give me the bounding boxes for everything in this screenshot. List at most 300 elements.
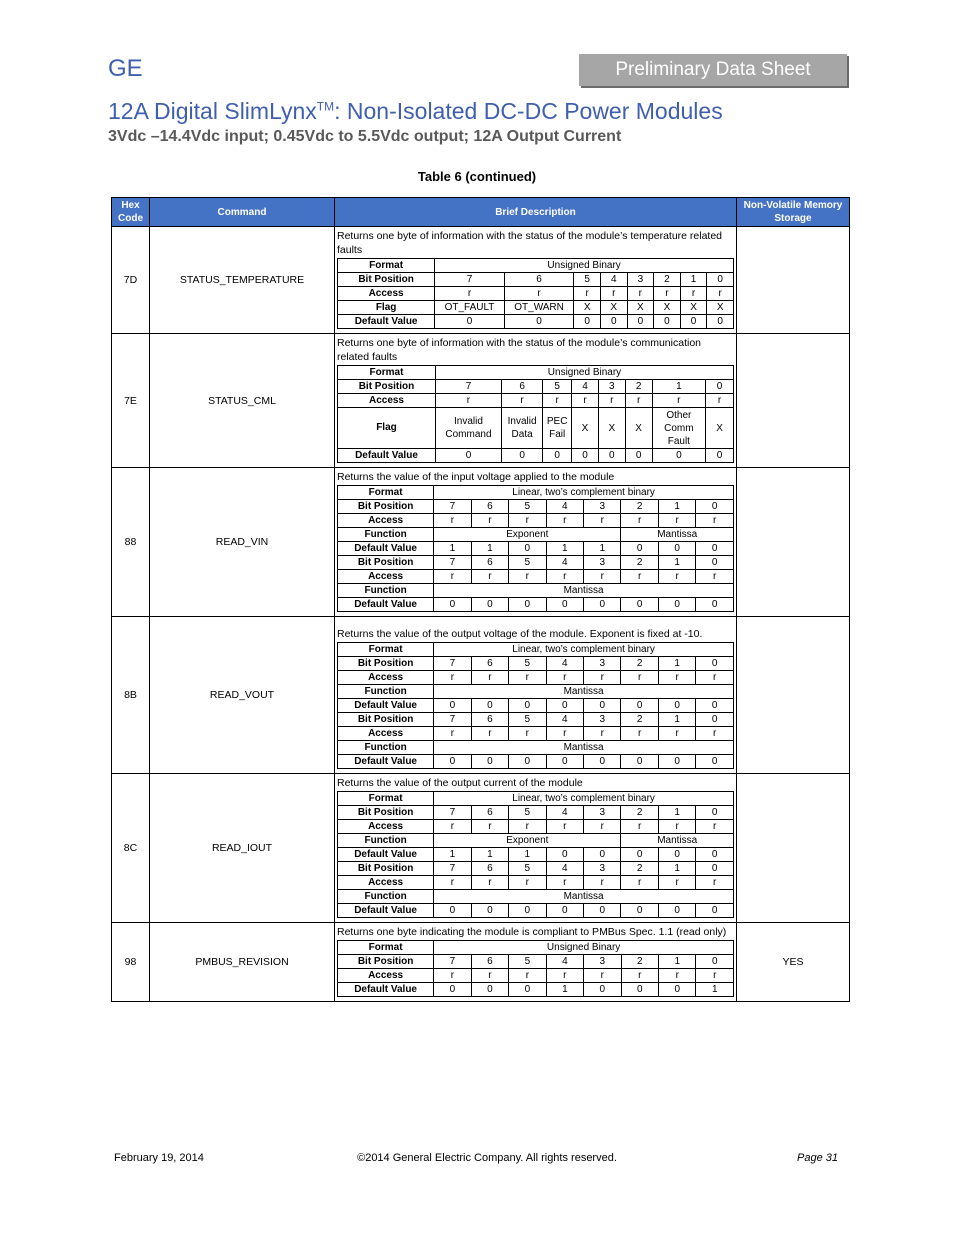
bit-value-cell: r <box>509 876 546 890</box>
description-text: Returns one byte of information with the status of the module’s communication related faults <box>337 337 701 363</box>
bit-value-cell: r <box>471 969 508 983</box>
field-label: Access <box>338 820 434 834</box>
bit-value-cell: 2 <box>625 380 652 394</box>
bit-value-cell: r <box>584 969 621 983</box>
bit-value-cell: 6 <box>471 862 508 876</box>
bit-field-row <box>338 848 734 862</box>
preliminary-banner: Preliminary Data Sheet <box>579 54 847 86</box>
bit-value-cell: 1 <box>658 556 695 570</box>
bit-value-cell: r <box>658 671 695 685</box>
bit-value-cell: r <box>584 876 621 890</box>
bit-field-table <box>337 642 734 769</box>
bit-value-cell: 0 <box>434 755 471 769</box>
field-label: Default Value <box>338 699 434 713</box>
bit-value-cell: OT_WARN <box>504 301 574 315</box>
bit-value-cell: 0 <box>654 315 681 329</box>
bit-value-cell: 0 <box>471 598 508 612</box>
bit-field-row <box>338 941 734 955</box>
bit-value-cell: 0 <box>696 500 734 514</box>
bit-value-cell: r <box>696 727 734 741</box>
bit-value-cell: 0 <box>696 713 734 727</box>
command-cell: READ_VOUT <box>150 617 335 774</box>
bit-value-cell: r <box>435 394 501 408</box>
bit-value-cell: 3 <box>598 380 625 394</box>
bit-value-cell: 0 <box>546 755 583 769</box>
bit-value-cell: 0 <box>509 755 546 769</box>
bit-value-cell: r <box>696 876 734 890</box>
bit-value-cell: r <box>434 820 471 834</box>
title-trademark: TM <box>316 99 335 114</box>
description-cell <box>335 468 737 617</box>
bit-value-cell: 0 <box>546 699 583 713</box>
bit-value-cell: 0 <box>509 598 546 612</box>
bit-value-cell: 0 <box>621 699 658 713</box>
bit-value-cell: Invalid Command <box>435 408 501 449</box>
field-label: Access <box>338 514 434 528</box>
bit-value-cell: 2 <box>654 273 681 287</box>
bit-value-cell: 1 <box>658 862 695 876</box>
bit-field-row <box>338 259 734 273</box>
bit-field-row <box>338 394 734 408</box>
hex-code-cell: 88 <box>112 468 150 617</box>
field-label: Function <box>338 528 434 542</box>
bit-value-cell: 0 <box>501 449 542 463</box>
bit-value-cell: 0 <box>434 983 471 997</box>
bit-value-cell: 0 <box>621 983 658 997</box>
bit-value-cell: 2 <box>621 556 658 570</box>
bit-value-cell: r <box>658 727 695 741</box>
bit-value-cell: r <box>658 570 695 584</box>
bit-value-cell: r <box>546 727 583 741</box>
bit-field-row <box>338 486 734 500</box>
field-label: Default Value <box>338 755 434 769</box>
bit-value-cell: 7 <box>434 955 471 969</box>
bit-value-cell: 1 <box>434 848 471 862</box>
field-label: Bit Position <box>338 380 436 394</box>
bit-field-row <box>338 834 734 848</box>
bit-value-cell: 7 <box>434 500 471 514</box>
field-label: Flag <box>338 408 436 449</box>
bit-field-row <box>338 287 734 301</box>
field-label: Access <box>338 876 434 890</box>
table-row <box>112 774 850 923</box>
bit-value-cell: 0 <box>658 848 695 862</box>
page-title <box>108 98 723 125</box>
non-volatile-cell <box>737 774 850 923</box>
description-cell <box>335 774 737 923</box>
non-volatile-cell <box>737 617 850 774</box>
bit-value-cell: 4 <box>546 556 583 570</box>
bit-value-cell: 7 <box>434 556 471 570</box>
bit-value-cell: r <box>696 514 734 528</box>
bit-field-table <box>337 365 734 463</box>
bit-field-row <box>338 699 734 713</box>
bit-value-cell: 0 <box>658 904 695 918</box>
bit-value-cell: 7 <box>434 713 471 727</box>
bit-value-cell: Exponent <box>434 834 621 848</box>
description-cell <box>335 334 737 468</box>
bit-value-cell: X <box>625 408 652 449</box>
field-label: Format <box>338 941 434 955</box>
bit-value-cell: 1 <box>658 657 695 671</box>
bit-field-row <box>338 904 734 918</box>
bit-value-cell: r <box>600 287 627 301</box>
field-label: Bit Position <box>338 273 435 287</box>
bit-field-row <box>338 315 734 329</box>
bit-value-cell: r <box>509 514 546 528</box>
bit-value-cell: 0 <box>584 983 621 997</box>
bit-value-cell: X <box>600 301 627 315</box>
bit-value-cell: 1 <box>658 713 695 727</box>
bit-value-cell: Linear, two’s complement binary <box>434 792 734 806</box>
field-label: Access <box>338 727 434 741</box>
command-cell: PMBUS_REVISION <box>150 923 335 1002</box>
bit-value-cell: 2 <box>621 806 658 820</box>
bit-value-cell: r <box>509 727 546 741</box>
header-non-volatile: Non-Volatile Memory Storage <box>737 198 850 227</box>
bit-value-cell: r <box>658 820 695 834</box>
bit-value-cell: r <box>546 671 583 685</box>
bit-field-row <box>338 876 734 890</box>
bit-value-cell: 3 <box>584 862 621 876</box>
bit-value-cell: 0 <box>434 699 471 713</box>
bit-value-cell: r <box>509 671 546 685</box>
bit-field-row <box>338 741 734 755</box>
bit-value-cell: r <box>509 969 546 983</box>
bit-value-cell: 0 <box>600 315 627 329</box>
bit-value-cell: Mantissa <box>434 741 734 755</box>
bit-value-cell: 3 <box>584 955 621 969</box>
bit-value-cell: r <box>696 671 734 685</box>
header-command: Command <box>150 198 335 227</box>
bit-value-cell: 3 <box>584 500 621 514</box>
bit-value-cell: 5 <box>509 713 546 727</box>
field-label: Bit Position <box>338 713 434 727</box>
bit-value-cell: 4 <box>600 273 627 287</box>
field-label: Bit Position <box>338 500 434 514</box>
bit-value-cell: 6 <box>501 380 542 394</box>
bit-field-row <box>338 380 734 394</box>
bit-value-cell: 7 <box>434 862 471 876</box>
bit-value-cell: r <box>680 287 707 301</box>
bit-value-cell: 3 <box>627 273 654 287</box>
bit-value-cell: 0 <box>696 598 734 612</box>
field-label: Default Value <box>338 315 435 329</box>
bit-value-cell: r <box>658 514 695 528</box>
description-cell <box>335 923 737 1002</box>
bit-value-cell: 0 <box>471 699 508 713</box>
bit-value-cell: 1 <box>658 806 695 820</box>
header-brief-description: Brief Description <box>335 198 737 227</box>
bit-field-row <box>338 528 734 542</box>
bit-value-cell: 3 <box>584 806 621 820</box>
bit-value-cell: 0 <box>509 904 546 918</box>
bit-value-cell: 0 <box>621 542 658 556</box>
bit-value-cell: 1 <box>659 955 696 969</box>
description-text: Returns the value of the output voltage of the module. Exponent is fixed at -10. <box>337 628 703 640</box>
description-text: Returns one byte indicating the module is compliant to PMBus Spec. 1.1 (read only) <box>337 926 727 938</box>
bit-value-cell: r <box>621 820 658 834</box>
bit-field-row <box>338 983 734 997</box>
bit-field-row <box>338 792 734 806</box>
bit-value-cell: 1 <box>546 542 583 556</box>
field-label: Default Value <box>338 542 434 556</box>
bit-field-row <box>338 890 734 904</box>
bit-value-cell: r <box>659 969 696 983</box>
bit-field-row <box>338 556 734 570</box>
bit-field-row <box>338 643 734 657</box>
bit-field-row <box>338 820 734 834</box>
bit-value-cell: r <box>434 514 471 528</box>
field-label: Bit Position <box>338 955 434 969</box>
command-table <box>111 197 850 1002</box>
bit-value-cell: 0 <box>707 315 734 329</box>
header-hex-code: Hex Code <box>112 198 150 227</box>
field-label: Flag <box>338 301 435 315</box>
bit-value-cell: 0 <box>546 598 583 612</box>
bit-value-cell: r <box>584 570 621 584</box>
bit-value-cell: r <box>598 394 625 408</box>
hex-code-cell: 7E <box>112 334 150 468</box>
bit-value-cell: Other Comm Fault <box>652 408 706 449</box>
bit-value-cell: 0 <box>696 955 734 969</box>
bit-value-cell: r <box>471 876 508 890</box>
hex-code-cell: 8B <box>112 617 150 774</box>
bit-value-cell: 0 <box>696 556 734 570</box>
bit-value-cell: r <box>621 969 658 983</box>
bit-value-cell: PEC Fail <box>543 408 572 449</box>
non-volatile-cell <box>737 227 850 334</box>
bit-value-cell: r <box>652 394 706 408</box>
bit-value-cell: r <box>434 969 471 983</box>
field-label: Access <box>338 969 434 983</box>
bit-value-cell: 0 <box>625 449 652 463</box>
bit-value-cell: 0 <box>658 699 695 713</box>
bit-value-cell: 4 <box>546 657 583 671</box>
bit-value-cell: 0 <box>696 542 734 556</box>
bit-value-cell: r <box>707 287 734 301</box>
bit-value-cell: 0 <box>696 862 734 876</box>
bit-value-cell: 5 <box>509 955 546 969</box>
bit-value-cell: 0 <box>509 542 546 556</box>
bit-value-cell: 0 <box>658 598 695 612</box>
bit-value-cell: 1 <box>658 500 695 514</box>
bit-value-cell: r <box>621 876 658 890</box>
bit-value-cell: 4 <box>546 500 583 514</box>
bit-value-cell: r <box>584 727 621 741</box>
bit-value-cell: 5 <box>509 806 546 820</box>
bit-value-cell: 7 <box>435 273 505 287</box>
command-cell: STATUS_TEMPERATURE <box>150 227 335 334</box>
bit-field-row <box>338 598 734 612</box>
bit-value-cell: 4 <box>546 862 583 876</box>
field-label: Bit Position <box>338 556 434 570</box>
bit-field-row <box>338 685 734 699</box>
bit-value-cell: 0 <box>572 449 599 463</box>
bit-value-cell: 0 <box>584 848 621 862</box>
table-row <box>112 468 850 617</box>
bit-value-cell: 6 <box>471 556 508 570</box>
bit-field-row <box>338 657 734 671</box>
bit-value-cell: r <box>584 514 621 528</box>
bit-value-cell: OT_FAULT <box>435 301 505 315</box>
bit-value-cell: 2 <box>621 955 658 969</box>
field-label: Function <box>338 685 434 699</box>
bit-value-cell: Unsigned Binary <box>435 259 734 273</box>
field-label: Access <box>338 287 435 301</box>
bit-value-cell: 2 <box>621 500 658 514</box>
bit-value-cell: r <box>584 820 621 834</box>
description-text: Returns the value of the output current of the module <box>337 777 583 789</box>
bit-value-cell: 6 <box>471 806 508 820</box>
bit-value-cell: X <box>680 301 707 315</box>
bit-value-cell: 1 <box>471 542 508 556</box>
bit-value-cell: 4 <box>546 806 583 820</box>
field-label: Access <box>338 570 434 584</box>
field-label: Access <box>338 394 436 408</box>
bit-value-cell: r <box>627 287 654 301</box>
bit-value-cell: 0 <box>434 904 471 918</box>
bit-field-table <box>337 485 734 612</box>
bit-value-cell: 6 <box>471 713 508 727</box>
table-row <box>112 334 850 468</box>
table-header-row <box>112 198 850 227</box>
field-label: Default Value <box>338 598 434 612</box>
bit-value-cell: 5 <box>509 556 546 570</box>
bit-value-cell: 0 <box>627 315 654 329</box>
field-label: Function <box>338 741 434 755</box>
bit-value-cell: 1 <box>584 542 621 556</box>
bit-field-row <box>338 584 734 598</box>
table-row <box>112 227 850 334</box>
non-volatile-cell <box>737 334 850 468</box>
bit-value-cell: Unsigned Binary <box>435 366 733 380</box>
bit-value-cell: 0 <box>584 755 621 769</box>
bit-value-cell: r <box>546 876 583 890</box>
bit-value-cell: 0 <box>706 380 734 394</box>
field-label: Default Value <box>338 848 434 862</box>
field-label: Function <box>338 584 434 598</box>
field-label: Bit Position <box>338 657 434 671</box>
field-label: Format <box>338 643 434 657</box>
bit-value-cell: 2 <box>621 657 658 671</box>
bit-value-cell: r <box>621 671 658 685</box>
bit-value-cell: r <box>658 876 695 890</box>
hex-code-cell: 7D <box>112 227 150 334</box>
bit-field-row <box>338 713 734 727</box>
bit-value-cell: 0 <box>471 904 508 918</box>
bit-value-cell: Unsigned Binary <box>434 941 734 955</box>
field-label: Format <box>338 366 436 380</box>
bit-value-cell: r <box>696 570 734 584</box>
bit-field-row <box>338 570 734 584</box>
bit-value-cell: 0 <box>435 315 505 329</box>
field-label: Format <box>338 259 435 273</box>
table-row <box>112 617 850 774</box>
bit-field-row <box>338 449 734 463</box>
bit-value-cell: 4 <box>546 955 583 969</box>
bit-field-row <box>338 273 734 287</box>
bit-field-row <box>338 671 734 685</box>
bit-value-cell: r <box>434 671 471 685</box>
bit-value-cell: 0 <box>584 904 621 918</box>
hex-code-cell: 98 <box>112 923 150 1002</box>
bit-value-cell: 0 <box>696 904 734 918</box>
bit-value-cell: r <box>471 671 508 685</box>
bit-value-cell: 1 <box>652 380 706 394</box>
bit-value-cell: 1 <box>434 542 471 556</box>
bit-value-cell: 5 <box>509 657 546 671</box>
bit-value-cell: r <box>435 287 505 301</box>
bit-value-cell: r <box>509 570 546 584</box>
table-row <box>112 923 850 1002</box>
page-subtitle: 3Vdc –14.4Vdc input; 0.45Vdc to 5.5Vdc output; 12A Output Current <box>108 128 622 145</box>
bit-value-cell: r <box>574 287 601 301</box>
bit-value-cell: 5 <box>543 380 572 394</box>
field-label: Bit Position <box>338 862 434 876</box>
bit-field-row <box>338 969 734 983</box>
field-label: Function <box>338 890 434 904</box>
bit-value-cell: r <box>501 394 542 408</box>
bit-value-cell: r <box>546 514 583 528</box>
bit-value-cell: 0 <box>621 904 658 918</box>
bit-value-cell: 0 <box>658 755 695 769</box>
bit-field-row <box>338 366 734 380</box>
bit-value-cell: 0 <box>435 449 501 463</box>
bit-value-cell: 0 <box>509 983 546 997</box>
bit-value-cell: r <box>471 727 508 741</box>
bit-value-cell: 5 <box>509 862 546 876</box>
description-cell <box>335 227 737 334</box>
bit-value-cell: Mantissa <box>434 685 734 699</box>
field-label: Default Value <box>338 983 434 997</box>
field-label: Format <box>338 792 434 806</box>
bit-value-cell: X <box>707 301 734 315</box>
bit-value-cell: r <box>546 969 583 983</box>
bit-value-cell: X <box>598 408 625 449</box>
field-label: Default Value <box>338 904 434 918</box>
footer-date: February 19, 2014 <box>114 1152 204 1164</box>
bit-value-cell: 0 <box>543 449 572 463</box>
ge-logo: GE <box>108 55 143 82</box>
bit-value-cell: 0 <box>621 848 658 862</box>
bit-field-row <box>338 408 734 449</box>
bit-value-cell: r <box>572 394 599 408</box>
bit-value-cell: X <box>627 301 654 315</box>
bit-value-cell: 0 <box>471 755 508 769</box>
bit-value-cell: Mantissa <box>621 528 734 542</box>
bit-value-cell: r <box>654 287 681 301</box>
bit-value-cell: 0 <box>598 449 625 463</box>
title-rest: : Non-Isolated DC-DC Power Modules <box>334 98 723 124</box>
bit-value-cell: 0 <box>621 755 658 769</box>
bit-value-cell: r <box>543 394 572 408</box>
bit-value-cell: 0 <box>696 806 734 820</box>
field-label: Default Value <box>338 449 436 463</box>
bit-value-cell: 4 <box>546 713 583 727</box>
bit-value-cell: 0 <box>546 848 583 862</box>
bit-value-cell: 6 <box>471 955 508 969</box>
bit-value-cell: 3 <box>584 556 621 570</box>
bit-value-cell: X <box>654 301 681 315</box>
bit-field-table <box>337 791 734 918</box>
bit-value-cell: 0 <box>574 315 601 329</box>
bit-field-row <box>338 514 734 528</box>
bit-value-cell: Mantissa <box>621 834 734 848</box>
bit-value-cell: 3 <box>584 657 621 671</box>
bit-field-row <box>338 301 734 315</box>
bit-value-cell: r <box>621 514 658 528</box>
